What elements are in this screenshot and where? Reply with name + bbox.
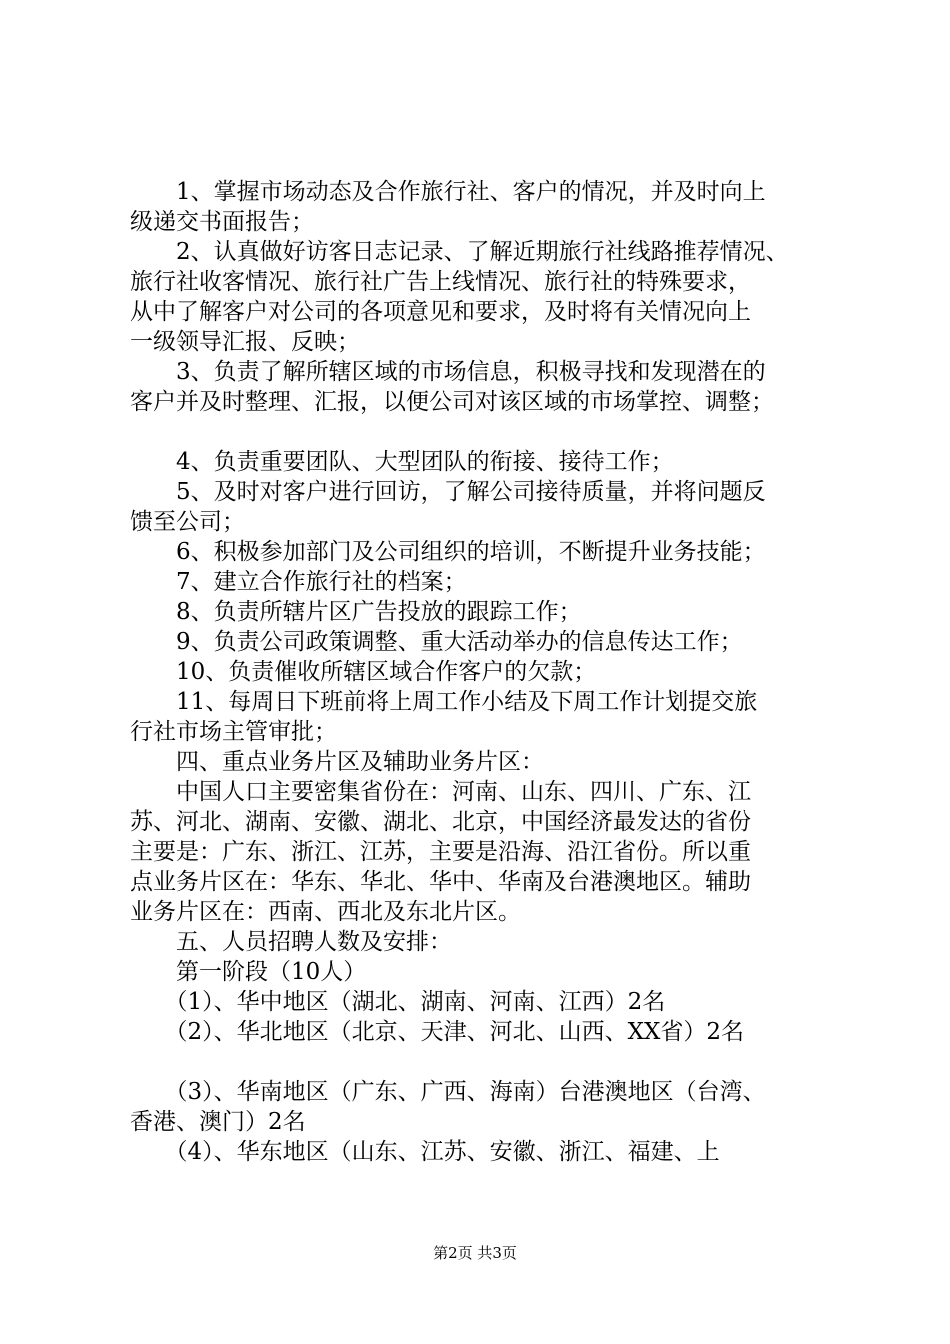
text-line: 行社市场主管审批； (130, 719, 337, 745)
text-line: 客户并及时整理、汇报，以便公司对该区域的市场掌控、调整； (130, 389, 774, 415)
section-heading: 四、重点业务片区及辅助业务片区： (130, 749, 544, 775)
text-line: 8、负责所辖片区广告投放的跟踪工作； (130, 599, 582, 625)
page-footer: 第2页 共3页 (433, 1244, 517, 1262)
text-line: 香港、澳门）2名 (130, 1109, 306, 1135)
text-line: 5、及时对客户进行回访，了解公司接待质量，并将问题反 (130, 479, 766, 505)
text-line: 点业务片区在：华东、华北、华中、华南及台港澳地区。辅助 (130, 869, 751, 895)
text-line: 11、每周日下班前将上周工作小结及下周工作计划提交旅 (130, 689, 758, 715)
text-line: 9、负责公司政策调整、重大活动举办的信息传达工作； (130, 629, 743, 655)
text-line: （2）、华北地区（北京、天津、河北、山西、XX省）2名 (130, 1019, 745, 1045)
text-line: 2、认真做好访客日志记录、了解近期旅行社线路推荐情况、 (130, 239, 789, 265)
blank-line (130, 417, 836, 447)
text-line: 1、掌握市场动态及合作旅行社、客户的情况，并及时向上 (130, 179, 766, 205)
text-line: 7、建立合作旅行社的档案； (130, 569, 467, 595)
text-line: （3）、华南地区（广东、广西、海南）台港澳地区（台湾、 (130, 1079, 766, 1105)
text-line: 旅行社收客情况、旅行社广告上线情况、旅行社的特殊要求， (130, 269, 751, 295)
text-line: 中国人口主要密集省份在：河南、山东、四川、广东、江 (130, 779, 751, 805)
text-line: 6、积极参加部门及公司组织的培训，不断提升业务技能； (130, 539, 766, 565)
text-line: 主要是：广东、浙江、江苏，主要是沿海、沿江省份。所以重 (130, 839, 751, 865)
text-line: 10、负责催收所辖区域合作客户的欠款； (130, 659, 597, 685)
section-heading: 五、人员招聘人数及安排： (130, 929, 452, 955)
text-line: 苏、河北、湖南、安徽、湖北、北京，中国经济最发达的省份 (130, 809, 751, 835)
text-line: 第一阶段（10人） (130, 959, 367, 985)
text-line: 业务片区在：西南、西北及东北片区。 (130, 899, 521, 925)
blank-line (130, 1047, 836, 1077)
text-line: 从中了解客户对公司的各项意见和要求，及时将有关情况向上 (130, 299, 751, 325)
text-line: 4、负责重要团队、大型团队的衔接、接待工作； (130, 449, 674, 475)
text-line: 馈至公司； (130, 509, 245, 535)
text-line: 级递交书面报告； (130, 209, 314, 235)
text-line: 3、负责了解所辖区域的市场信息，积极寻找和发现潜在的 (130, 359, 766, 385)
text-line: （1）、华中地区（湖北、湖南、河南、江西）2名 (130, 989, 666, 1015)
text-line: 一级领导汇报、反映； (130, 329, 360, 355)
document-body (130, 177, 836, 1167)
text-line: （4）、华东地区（山东、江苏、安徽、浙江、福建、上 (130, 1139, 720, 1165)
